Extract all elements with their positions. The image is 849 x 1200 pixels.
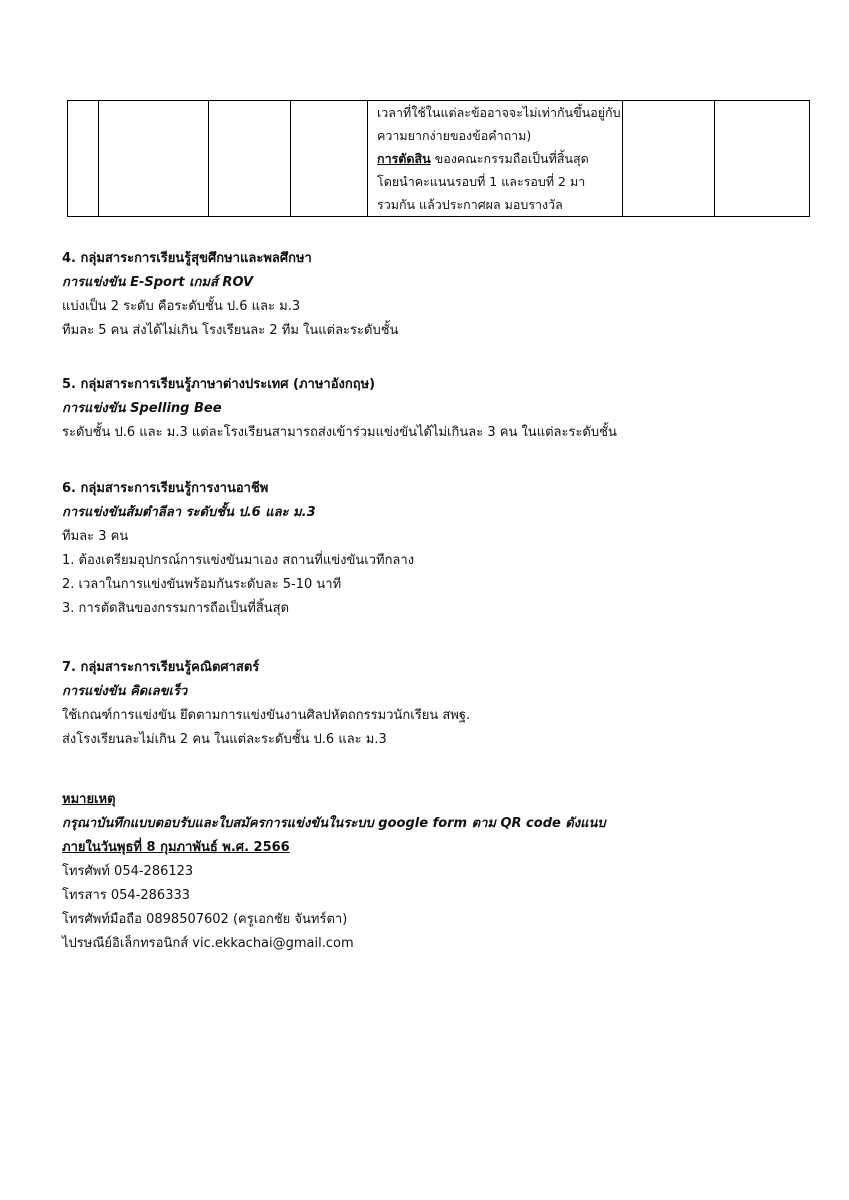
criteria-line: เวลาที่ใช้ในแต่ละข้ออาจจะไม่เท่ากันขึ้นอยู่กับ xyxy=(377,105,621,120)
table-cell xyxy=(209,101,291,217)
section-line: ระดับชั้น ป.6 และ ม.3 แต่ละโรงเรียนสามารถส่งเข้าร่วมแข่งขันได้ไม่เกินละ 3 คน ในแต่ละระดับชั้น xyxy=(62,425,617,440)
table-cell-no xyxy=(68,101,99,217)
criteria-line: ความยากง่ายของข้อคำถาม) xyxy=(377,128,532,143)
section-subheading: การแข่งขัน คิดเลขเร็ว xyxy=(62,684,188,699)
section-subheading: การแข่งขัน Spelling Bee xyxy=(62,401,222,416)
table-cell-criteria xyxy=(368,101,623,217)
contact-fax: โทรสาร 054-286333 xyxy=(62,888,191,903)
contact-phone: โทรศัพท์ 054-286123 xyxy=(62,864,194,879)
contact-mobile: โทรศัพท์มือถือ 0898507602 (ครูเอกชัย จันทร์ตา) xyxy=(62,912,348,927)
table-cell xyxy=(623,101,715,217)
section-line: 1. ต้องเตรียมอุปกรณ์การแข่งขันมาเอง สถานที่แข่งขันเวทีกลาง xyxy=(62,553,415,568)
section-line: ใช้เกณฑ์การแข่งขัน ยึดตามการแข่งขันงานศิลปหัตถกรรมวนักเรียน สพฐ. xyxy=(62,708,471,723)
section-career xyxy=(62,477,414,621)
note-instruction: กรุณาบันทึกแบบตอบรับและใบสมัครการแข่งขันในระบบ google form ตาม QR code ดังแนบ xyxy=(62,816,606,831)
section-heading: 7. กลุ่มสาระการเรียนรู้คณิตศาสตร์ xyxy=(62,660,260,675)
section-heading: 5. กลุ่มสาระการเรียนรู้ภาษาต่างประเทศ (ภาษาอังกฤษ) xyxy=(62,377,376,392)
section-heading: 6. กลุ่มสาระการเรียนรู้การงานอาชีพ xyxy=(62,481,269,496)
section-line: ส่งโรงเรียนละไม่เกิน 2 คน ในแต่ละระดับชั้น ป.6 และ ม.3 xyxy=(62,732,387,747)
table-cell xyxy=(291,101,368,217)
note-deadline: ภายในวันพุธที่ 8 กุมภาพันธ์ พ.ศ. 2566 xyxy=(62,840,290,855)
section-math xyxy=(62,656,470,752)
section-subheading: การแข่งขันส้มตำลีลา ระดับชั้น ป.6 และ ม.3 xyxy=(62,505,316,520)
criteria-table xyxy=(67,100,810,217)
section-health-pe xyxy=(62,247,398,343)
section-foreign-language xyxy=(62,373,617,445)
section-line: แบ่งเป็น 2 ระดับ คือระดับชั้น ป.6 และ ม.3 xyxy=(62,299,301,314)
table-cell xyxy=(715,101,810,217)
table-cell xyxy=(99,101,209,217)
note-section xyxy=(62,788,606,956)
section-heading: 4. กลุ่มสาระการเรียนรู้สุขศึกษาและพลศึกษา xyxy=(62,251,312,266)
section-line: 3. การตัดสินของกรรมการถือเป็นที่สิ้นสุด xyxy=(62,601,290,616)
section-line: ทีมละ 5 คน ส่งได้ไม่เกิน โรงเรียนละ 2 ทีม ในแต่ละระดับชั้น xyxy=(62,323,399,338)
judging-text: ของคณะกรรมถือเป็นที่สิ้นสุด xyxy=(430,151,589,166)
table-row xyxy=(68,101,810,217)
judging-label: การตัดสิน xyxy=(377,151,431,166)
contact-email: ไปรษณีย์อิเล็กทรอนิกส์ vic.ekkachai@gmail.com xyxy=(62,936,354,951)
section-subheading: การแข่งขัน E-Sport เกมส์ ROV xyxy=(62,275,254,290)
section-line: 2. เวลาในการแข่งขันพร้อมกันระดับละ 5-10 นาที xyxy=(62,577,342,592)
criteria-line: โดยนำคะแนนรอบที่ 1 และรอบที่ 2 มา xyxy=(377,174,586,189)
section-line: ทีมละ 3 คน xyxy=(62,529,129,544)
criteria-judging-line xyxy=(377,147,618,170)
note-label: หมายเหตุ xyxy=(62,792,116,807)
criteria-line: รวมกัน แล้วประกาศผล มอบรางวัล xyxy=(377,197,563,212)
